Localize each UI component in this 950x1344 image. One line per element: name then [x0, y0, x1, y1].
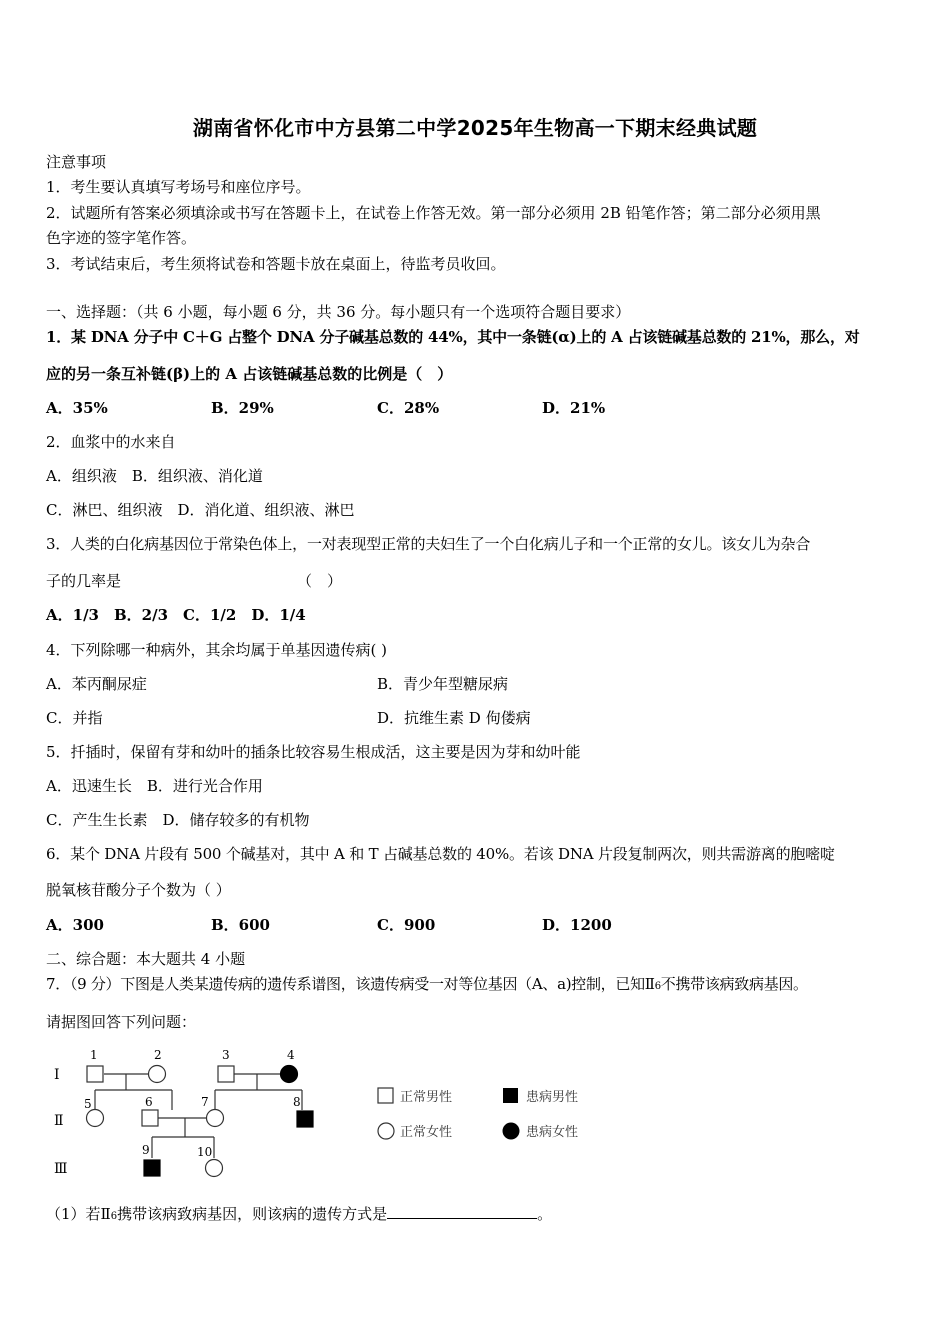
- generation-label: Ⅰ: [54, 1067, 60, 1083]
- q6-option-d: D．1200: [542, 916, 612, 934]
- q3-stem-line2: 子的几率是: [46, 572, 122, 590]
- legend-normal-female-label: 正常女性: [400, 1125, 453, 1140]
- q1-stem-line1: 1．某 DNA 分子中 C＋G 占整个 DNA 分子碱基总数的 44%，其中一条链(α)上的 A 占该链碱基总数的 21%，那么，对: [46, 328, 860, 346]
- q4-option-b: B．青少年型糖尿病: [377, 675, 509, 693]
- individual-number: 1: [90, 1048, 98, 1062]
- q2-options-row2: C．淋巴、组织液 D．消化道、组织液、淋巴: [46, 501, 355, 519]
- q6-option-a: A．300: [46, 916, 104, 934]
- q6-option-b: B．600: [211, 916, 270, 934]
- q3-answer-paren: （ ）: [297, 572, 343, 590]
- individual-9-affected-male: [144, 1160, 160, 1176]
- individual-2-normal-female: [149, 1066, 166, 1083]
- individual-6-normal-male: [142, 1110, 158, 1126]
- answer-blank[interactable]: [387, 1204, 537, 1219]
- q7-stem-line2: 请据图回答下列问题：: [46, 1013, 197, 1031]
- q4-option-d: D．抗维生素 D 佝偻病: [377, 709, 531, 727]
- q5-options-row1: A．迅速生长 B．进行光合作用: [46, 777, 263, 795]
- individual-number: 3: [222, 1048, 230, 1062]
- q1-option-a: A．35%: [46, 399, 108, 417]
- q4-stem: 4．下列除哪一种病外，其余均属于单基因遗传病( ): [46, 641, 388, 659]
- individual-10-normal-female: [206, 1160, 223, 1177]
- notice-item: 色字迹的签字笔作答。: [46, 229, 197, 247]
- q5-stem: 5．扦插时，保留有芽和幼叶的插条比较容易生根成活，这主要是因为芽和幼叶能: [46, 743, 581, 761]
- q7-part1: （1）若Ⅱ6携带该病致病基因，则该病的遗传方式是 。: [46, 1205, 553, 1223]
- q4-option-c: C．并指: [46, 709, 103, 727]
- notice-item: 2．试题所有答案必须填涂或书写在答题卡上，在试卷上作答无效。第一部分必须用 2B 铅笔作答；第二部分必须用黑: [46, 204, 821, 222]
- individual-number: 8: [293, 1095, 301, 1109]
- q2-options-row1: A．组织液 B．组织液、消化道: [46, 467, 263, 485]
- individual-number: 4: [287, 1048, 295, 1062]
- section2-heading: 二、综合题：本大题共 4 小题: [46, 950, 246, 968]
- q1-option-c: C．28%: [377, 399, 440, 417]
- legend-affected-male-label: 患病男性: [526, 1090, 579, 1105]
- individual-number: 9: [142, 1143, 150, 1157]
- q1-option-d: D．21%: [542, 399, 606, 417]
- q4-option-a: A．苯丙酮尿症: [46, 675, 147, 693]
- q1-stem-line2: 应的另一条互补链(β)上的 A 占该链碱基总数的比例是（ ）: [46, 365, 453, 383]
- individual-7-normal-female: [207, 1110, 224, 1127]
- q2-stem: 2．血浆中的水来自: [46, 433, 176, 451]
- individual-4-affected-female: [281, 1066, 298, 1083]
- individual-number: 6: [145, 1095, 153, 1109]
- generation-label: Ⅲ: [54, 1161, 68, 1177]
- section1-heading: 一、选择题：（共 6 小题，每小题 6 分，共 36 分。每小题只有一个选项符合题目要求）: [46, 303, 631, 321]
- individual-number: 7: [201, 1095, 209, 1109]
- notice-heading: 注意事项: [46, 153, 107, 171]
- q6-stem-line2: 脱氧核苷酸分子个数为（ ）: [46, 881, 231, 899]
- individual-number: 10: [197, 1145, 213, 1159]
- legend-normal-male-label: 正常男性: [400, 1090, 453, 1105]
- q7-stem-line1: 7．（9 分）下图是人类某遗传病的遗传系谱图，该遗传病受一对等位基因（A、a)控制，已知Ⅱ6不携带该病致病基因。: [46, 975, 808, 993]
- individual-3-normal-male: [218, 1066, 234, 1082]
- notice-item: 1．考生要认真填写考场号和座位序号。: [46, 178, 311, 196]
- individual-8-affected-male: [297, 1111, 313, 1127]
- legend-normal-female-icon: [378, 1123, 394, 1139]
- legend-affected-female-icon: [503, 1123, 520, 1140]
- q3-stem-line1: 3．人类的白化病基因位于常染色体上，一对表现型正常的夫妇生了一个白化病儿子和一个正常的女儿。该女儿为杂合: [46, 535, 811, 553]
- pedigree-diagram: [40, 1040, 640, 1190]
- individual-5-normal-female: [87, 1110, 104, 1127]
- legend-normal-male-icon: [378, 1088, 393, 1103]
- page-title: 湖南省怀化市中方县第二中学2025年生物高一下期末经典试题: [192, 116, 758, 140]
- notice-item: 3．考试结束后，考生须将试卷和答题卡放在桌面上，待监考员收回。: [46, 255, 506, 273]
- generation-label: Ⅱ: [54, 1113, 64, 1129]
- q6-stem-line1: 6．某个 DNA 片段有 500 个碱基对，其中 A 和 T 占碱基总数的 40%。若该 DNA 片段复制两次，则共需游离的胞嘧啶: [46, 845, 835, 863]
- q1-option-b: B．29%: [211, 399, 274, 417]
- individual-number: 5: [84, 1097, 92, 1111]
- q6-option-c: C．900: [377, 916, 436, 934]
- legend-affected-female-label: 患病女性: [526, 1125, 579, 1140]
- individual-1-normal-male: [87, 1066, 103, 1082]
- individual-number: 2: [154, 1048, 162, 1062]
- q3-options: A．1/3 B．2/3 C．1/2 D．1/4: [46, 606, 306, 624]
- legend-affected-male-icon: [503, 1088, 518, 1103]
- q5-options-row2: C．产生生长素 D．储存较多的有机物: [46, 811, 310, 829]
